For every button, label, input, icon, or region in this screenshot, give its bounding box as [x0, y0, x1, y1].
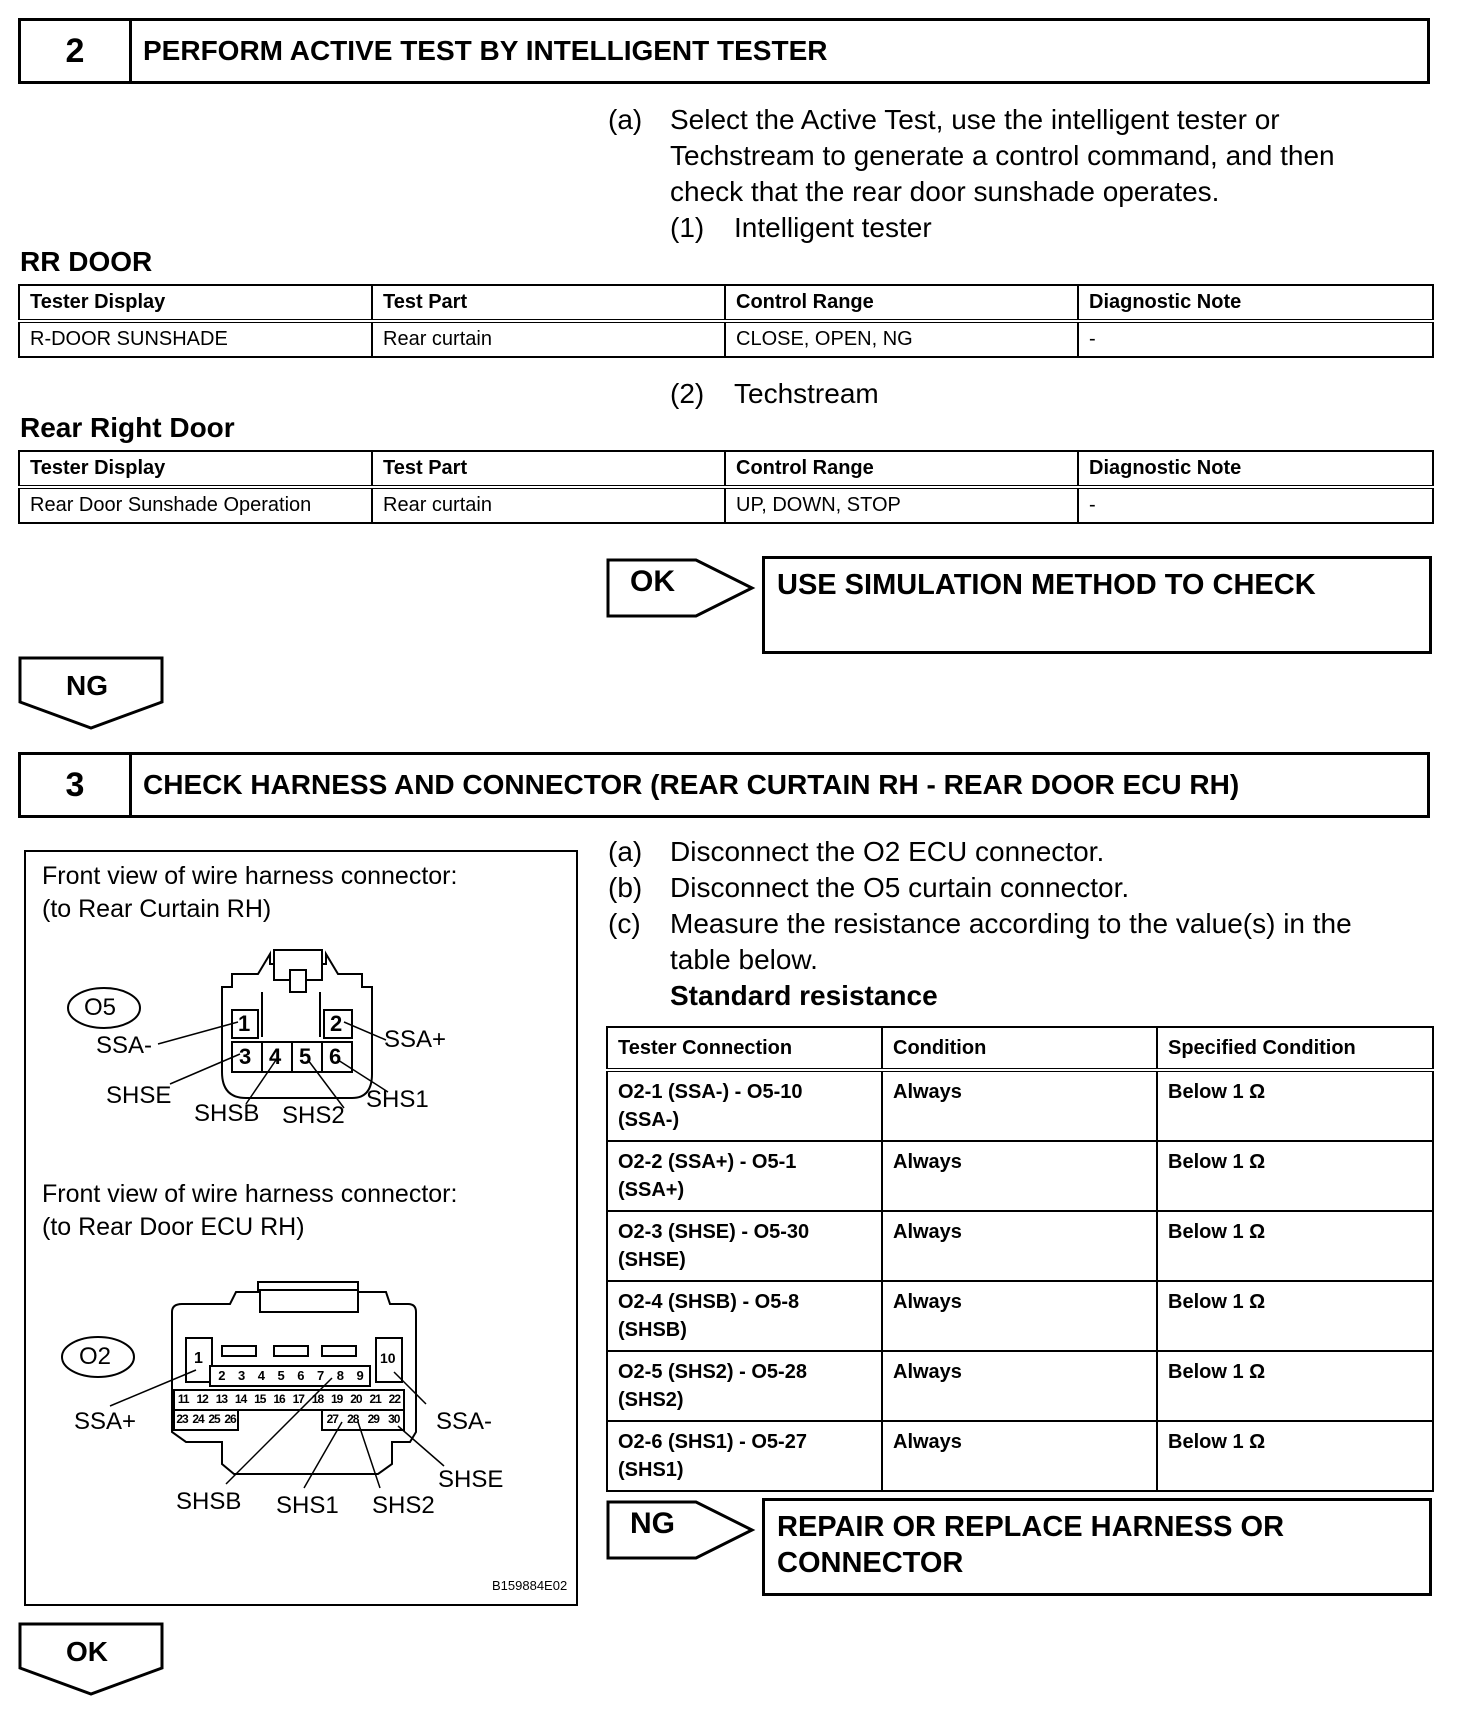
- step-number: 2: [21, 21, 132, 81]
- sub-instruction-2: [670, 376, 1170, 412]
- table-cell: UP, DOWN, STOP: [725, 487, 1078, 523]
- table-cell: Always: [882, 1281, 1157, 1351]
- pin-label: 29: [367, 1412, 379, 1426]
- o5-callout-ssa-plus: SSA+: [384, 1026, 447, 1053]
- pin-label: 2: [218, 1368, 226, 1383]
- pin-label: 4: [257, 1368, 265, 1383]
- o2-pin-row-2: [174, 1392, 404, 1406]
- step3-instructions: [608, 834, 1448, 1024]
- instruction-label: (a): [608, 104, 643, 135]
- table-cell: Below 1 Ω: [1157, 1421, 1433, 1491]
- active-test-table-1: [18, 284, 1434, 358]
- connection-text: O2-1 (SSA-) - O5-10: [618, 1081, 803, 1103]
- ng-arrow: [606, 1500, 756, 1560]
- pin-label: 15: [254, 1392, 266, 1406]
- pin-label: 28: [347, 1412, 359, 1426]
- connection-text: (SSA+): [618, 1179, 685, 1201]
- pin-label: 17: [292, 1392, 304, 1406]
- o2-pin-row-3-left: [174, 1412, 238, 1426]
- table-cell: [607, 1351, 882, 1421]
- o2-callout-ssa-minus: SSA-: [436, 1408, 493, 1435]
- active-test-table-2: [18, 450, 1434, 524]
- sub-text: Intelligent tester: [734, 212, 932, 243]
- pin-label: 11: [177, 1392, 189, 1406]
- header-cell: Diagnostic Note: [1078, 451, 1433, 487]
- table-row: [607, 1421, 1433, 1491]
- figure-code: B159884E02: [492, 1578, 568, 1593]
- pin-label: 1: [238, 1011, 251, 1036]
- pin-label: 7: [317, 1368, 325, 1383]
- table-cell: [607, 1211, 882, 1281]
- sub-text: Techstream: [734, 378, 879, 409]
- instruction-text: Disconnect the O2 ECU connector.: [670, 836, 1105, 867]
- connection-text: O2-6 (SHS1) - O5-27: [618, 1431, 807, 1453]
- table-row: [607, 1351, 1433, 1421]
- header-cell: Test Part: [372, 285, 725, 321]
- table-cell: [607, 1070, 882, 1141]
- o5-callout-shse: SHSE: [106, 1082, 172, 1109]
- table-cell: [607, 1141, 882, 1211]
- header-cell: Control Range: [725, 451, 1078, 487]
- o2-callout-shs1: SHS1: [276, 1492, 339, 1519]
- result-text: CONNECTOR: [777, 1547, 964, 1579]
- table-cell: -: [1078, 321, 1433, 357]
- table-cell: Below 1 Ω: [1157, 1070, 1433, 1141]
- instruction-line: Techstream to generate a control command, and then: [670, 140, 1335, 171]
- sub-instruction-1: [670, 210, 1170, 246]
- table-cell: Rear curtain: [372, 321, 725, 357]
- o2-pin-row-1: [212, 1368, 370, 1383]
- connection-text: (SHS1): [618, 1459, 684, 1481]
- pin-label: 5: [277, 1368, 285, 1383]
- pin-label: 22: [388, 1392, 401, 1406]
- pin-label: 10: [380, 1350, 396, 1366]
- ok-label: OK: [66, 1636, 108, 1667]
- table-heading: RR DOOR: [20, 246, 153, 277]
- sub-label: (2): [670, 378, 705, 409]
- step-title: CHECK HARNESS AND CONNECTOR (REAR CURTAIN RH - REAR DOOR ECU RH): [143, 769, 1240, 800]
- o2-callout-shsb: SHSB: [176, 1488, 242, 1515]
- header-cell: Tester Connection: [607, 1027, 882, 1070]
- o5-callout-shs2: SHS2: [282, 1102, 345, 1129]
- pin-label: 27: [326, 1412, 338, 1426]
- connector-figure: [24, 850, 578, 1606]
- pin-label: 18: [311, 1392, 324, 1406]
- connection-text: (SSA-): [618, 1109, 680, 1131]
- instruction-label: (c): [608, 908, 641, 939]
- instruction-line: check that the rear door sunshade operates.: [670, 176, 1220, 207]
- table-cell: [607, 1281, 882, 1351]
- pin-label: 26: [224, 1412, 236, 1426]
- o5-callout-shsb: SHSB: [194, 1100, 260, 1127]
- table-cell: Always: [882, 1211, 1157, 1281]
- step-number: 3: [21, 755, 132, 815]
- pin-label: 2: [330, 1011, 343, 1036]
- pin-label: 13: [215, 1392, 228, 1406]
- ok-result-box: [762, 556, 1432, 654]
- standard-resistance-heading: Standard resistance: [670, 980, 938, 1011]
- table-row: [607, 1070, 1433, 1141]
- o5-callout-shs1: SHS1: [366, 1086, 429, 1113]
- connection-text: O2-5 (SHS2) - O5-28: [618, 1361, 807, 1383]
- table-cell: Rear curtain: [372, 487, 725, 523]
- instruction-text: table below.: [670, 944, 818, 975]
- table-cell: Below 1 Ω: [1157, 1211, 1433, 1281]
- ok-label: OK: [630, 565, 675, 598]
- instruction-text: Disconnect the O5 curtain connector.: [670, 872, 1130, 903]
- header-cell: Test Part: [372, 451, 725, 487]
- step-2-header: [18, 18, 1430, 84]
- ng-label: NG: [66, 670, 108, 701]
- connection-text: (SHSB): [618, 1319, 687, 1341]
- sub-label: (1): [670, 212, 705, 243]
- pin-label: 6: [297, 1368, 305, 1383]
- pin-label: 3: [238, 1368, 246, 1383]
- pin-label: 6: [329, 1044, 342, 1069]
- pin-label: 25: [208, 1412, 220, 1426]
- pin-label: 14: [234, 1392, 247, 1406]
- pin-label: 30: [388, 1412, 400, 1426]
- pin-label: 5: [299, 1044, 312, 1069]
- ok-arrow: [606, 558, 756, 618]
- result-text: USE SIMULATION METHOD TO CHECK: [777, 569, 1316, 601]
- connection-text: O2-3 (SHSE) - O5-30: [618, 1221, 810, 1243]
- pin-label: 16: [273, 1392, 285, 1406]
- pin-label: 8: [336, 1368, 344, 1383]
- connection-text: O2-2 (SSA+) - O5-1: [618, 1151, 797, 1173]
- header-cell: Diagnostic Note: [1078, 285, 1433, 321]
- header-cell: Condition: [882, 1027, 1157, 1070]
- o5-connector-id: O5: [84, 994, 117, 1021]
- pin-label: 24: [192, 1412, 204, 1426]
- pin-label: 3: [239, 1044, 252, 1069]
- figure-caption-line: (to Rear Curtain RH): [42, 895, 272, 923]
- header-cell: Tester Display: [19, 285, 372, 321]
- table-cell: Below 1 Ω: [1157, 1351, 1433, 1421]
- header-cell: Tester Display: [19, 451, 372, 487]
- table-row: [19, 487, 1433, 523]
- pin-label: 12: [196, 1392, 208, 1406]
- pin-label: 19: [331, 1392, 343, 1406]
- table-cell: Always: [882, 1351, 1157, 1421]
- instruction-text: Measure the resistance according to the value(s) in the: [670, 908, 1352, 939]
- figure-caption-line: (to Rear Door ECU RH): [42, 1213, 305, 1241]
- pin-label: 20: [350, 1392, 362, 1406]
- step-title: PERFORM ACTIVE TEST BY INTELLIGENT TESTER: [143, 35, 828, 66]
- pin-label: 9: [356, 1368, 364, 1383]
- pin-label: 23: [176, 1412, 188, 1426]
- o5-callout-ssa-minus: SSA-: [96, 1032, 153, 1059]
- table-cell: Always: [882, 1421, 1157, 1491]
- table-cell: Always: [882, 1141, 1157, 1211]
- o2-callout-ssa-plus: SSA+: [74, 1408, 137, 1435]
- instruction-label: (a): [608, 836, 643, 867]
- pin-label: 1: [194, 1350, 203, 1367]
- ng-label: NG: [630, 1507, 675, 1540]
- result-text: REPAIR OR REPLACE HARNESS OR: [777, 1511, 1285, 1543]
- instruction-label: (b): [608, 872, 643, 903]
- table-row: [19, 321, 1433, 357]
- o2-callout-shs2: SHS2: [372, 1492, 435, 1519]
- table-cell: Rear Door Sunshade Operation: [19, 487, 372, 523]
- pin-label: 21: [369, 1392, 381, 1406]
- table-cell: Below 1 Ω: [1157, 1281, 1433, 1351]
- header-cell: Specified Condition: [1157, 1027, 1433, 1070]
- table-row: [607, 1211, 1433, 1281]
- o2-pin-row-3-right: [322, 1412, 404, 1426]
- figure-caption-line: Front view of wire harness connector:: [42, 862, 458, 890]
- connection-text: O2-4 (SHSB) - O5-8: [618, 1291, 800, 1313]
- step-3-header: [18, 752, 1430, 818]
- resistance-table: [606, 1026, 1434, 1492]
- table-row: [607, 1281, 1433, 1351]
- figure-caption-line: Front view of wire harness connector:: [42, 1180, 458, 1208]
- connection-text: (SHSE): [618, 1249, 686, 1271]
- table-row: [607, 1141, 1433, 1211]
- o2-connector-id: O2: [79, 1343, 112, 1370]
- table-cell: R-DOOR SUNSHADE: [19, 321, 372, 357]
- ng-result-box: [762, 1498, 1432, 1596]
- table-cell: -: [1078, 487, 1433, 523]
- o2-callout-shse: SHSE: [438, 1466, 504, 1493]
- table-cell: [607, 1421, 882, 1491]
- table-cell: Always: [882, 1070, 1157, 1141]
- pin-label: 4: [269, 1044, 282, 1069]
- table-heading: Rear Right Door: [20, 412, 235, 443]
- table-cell: CLOSE, OPEN, NG: [725, 321, 1078, 357]
- instruction-line: Select the Active Test, use the intelligent tester or: [670, 104, 1280, 135]
- table-cell: Below 1 Ω: [1157, 1141, 1433, 1211]
- header-cell: Control Range: [725, 285, 1078, 321]
- connection-text: (SHS2): [618, 1389, 684, 1411]
